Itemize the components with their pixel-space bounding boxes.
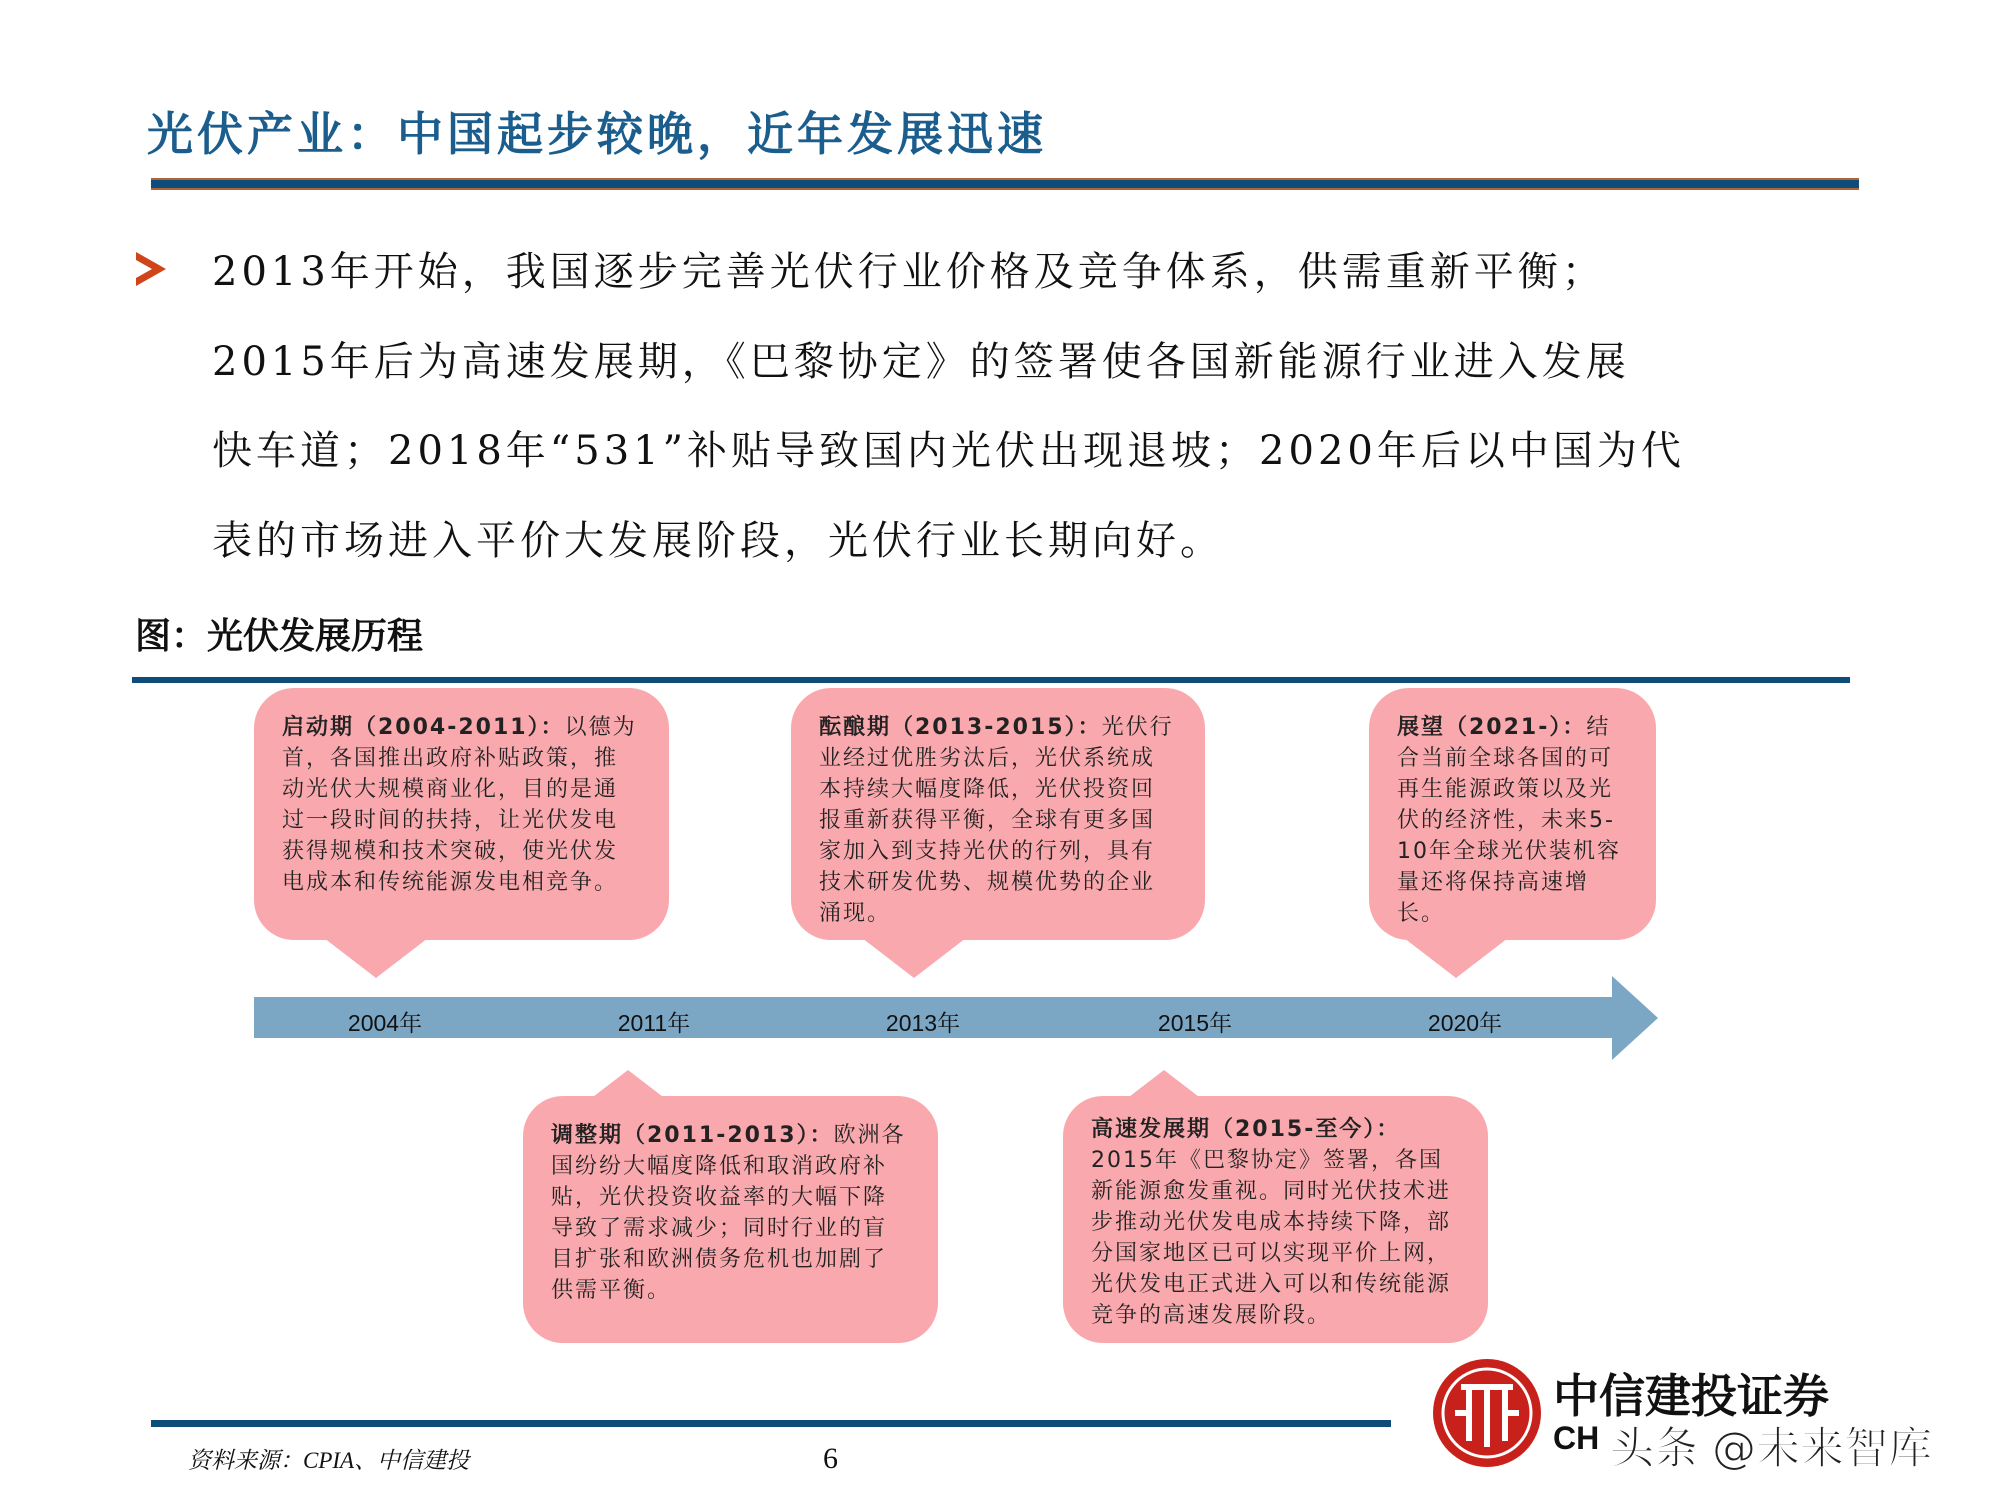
title-divider: [151, 178, 1859, 190]
phase-text: 光伏行业经过优胜劣汰后，光伏系统成本持续大幅度降低，光伏投资回报重新获得平衡，全球有更多国家加入到支持光伏的行列，具有技术研发优势、规模优势的企业涌现。: [819, 715, 1174, 926]
phase-text: 结合当前全球各国的可再生能源政策以及光伏的经济性，未来5-10年全球光伏装机容量还将保持高速增长。: [1397, 715, 1621, 926]
page-title: 光伏产业：中国起步较晚，近年发展迅速: [147, 107, 1047, 161]
body-line: 2015年后为高速发展期，《巴黎协定》的签署使各国新能源行业进入发展: [212, 339, 1630, 385]
phase-title: 展望（2021-）：: [1397, 715, 1587, 740]
phase-title: 调整期（2011-2013）：: [551, 1123, 834, 1148]
phase-bubble-adjustment: [523, 1096, 938, 1343]
timeline-arrow-head: [1612, 976, 1658, 1060]
bubble-pointer: [1404, 938, 1508, 978]
citic-logo-icon: [1431, 1357, 1543, 1469]
phase-title: 高速发展期（2015-至今）：: [1091, 1117, 1401, 1142]
phase-text: 欧洲各国纷纷大幅度降低和取消政府补贴，光伏投资收益率的大幅下降导致了需求减少；同时行业的盲目扩张和欧洲债务危机也加剧了供需平衡。: [551, 1123, 906, 1303]
phase-bubble-outlook: [1369, 688, 1656, 940]
page-number: 6: [823, 1442, 838, 1475]
figure-caption: 图：光伏发展历程: [135, 616, 424, 657]
source-note: 资料来源：CPIA、中信建投: [188, 1448, 470, 1473]
body-line: 快车道；2018年“531”补贴导致国内光伏出现退坡；2020年后以中国为代: [212, 428, 1685, 474]
watermark: 头条 @未来智库: [1610, 1423, 1932, 1474]
phase-bubble-incubation: [791, 688, 1205, 940]
timeline-year: 2011年: [617, 1010, 691, 1036]
footer-divider: [151, 1420, 1391, 1427]
body-line: 2013年开始，我国逐步完善光伏行业价格及竞争体系，供需重新平衡；: [212, 249, 1606, 295]
phase-text: 2015年《巴黎协定》签署，各国新能源愈发重视。同时光伏技术进步推动光伏发电成本持续下降，部分国家地区已可以实现平价上网，光伏发电正式进入可以和传统能源竞争的高速发展阶段。: [1091, 1148, 1452, 1328]
phase-title: 启动期（2004-2011）：: [282, 715, 565, 740]
logo-english-text: CH: [1553, 1420, 1600, 1456]
timeline-year: 2013年: [885, 1010, 961, 1036]
caption-divider: [132, 677, 1850, 683]
phase-bubble-startup: [254, 688, 669, 940]
body-line: 表的市场进入平价大发展阶段，光伏行业长期向好。: [212, 518, 1224, 564]
timeline-year: 2020年: [1427, 1010, 1503, 1036]
phase-title: 酝酿期（2013-2015）：: [819, 715, 1102, 740]
phase-text: 以德为首，各国推出政府补贴政策，推动光伏大规模商业化，目的是通过一段时间的扶持，让光伏发电获得规模和技术突破，使光伏发电成本和传统能源发电相竞争。: [282, 715, 637, 895]
logo-text: 中信建投证券: [1553, 1369, 1829, 1423]
timeline-year: 2004年: [347, 1010, 423, 1036]
bubble-pointer: [862, 938, 966, 978]
phase-bubble-rapid-growth: [1063, 1096, 1488, 1343]
bubble-pointer: [324, 938, 428, 978]
arrow-bullet-icon: [136, 252, 166, 286]
timeline-year: 2015年: [1157, 1010, 1233, 1036]
